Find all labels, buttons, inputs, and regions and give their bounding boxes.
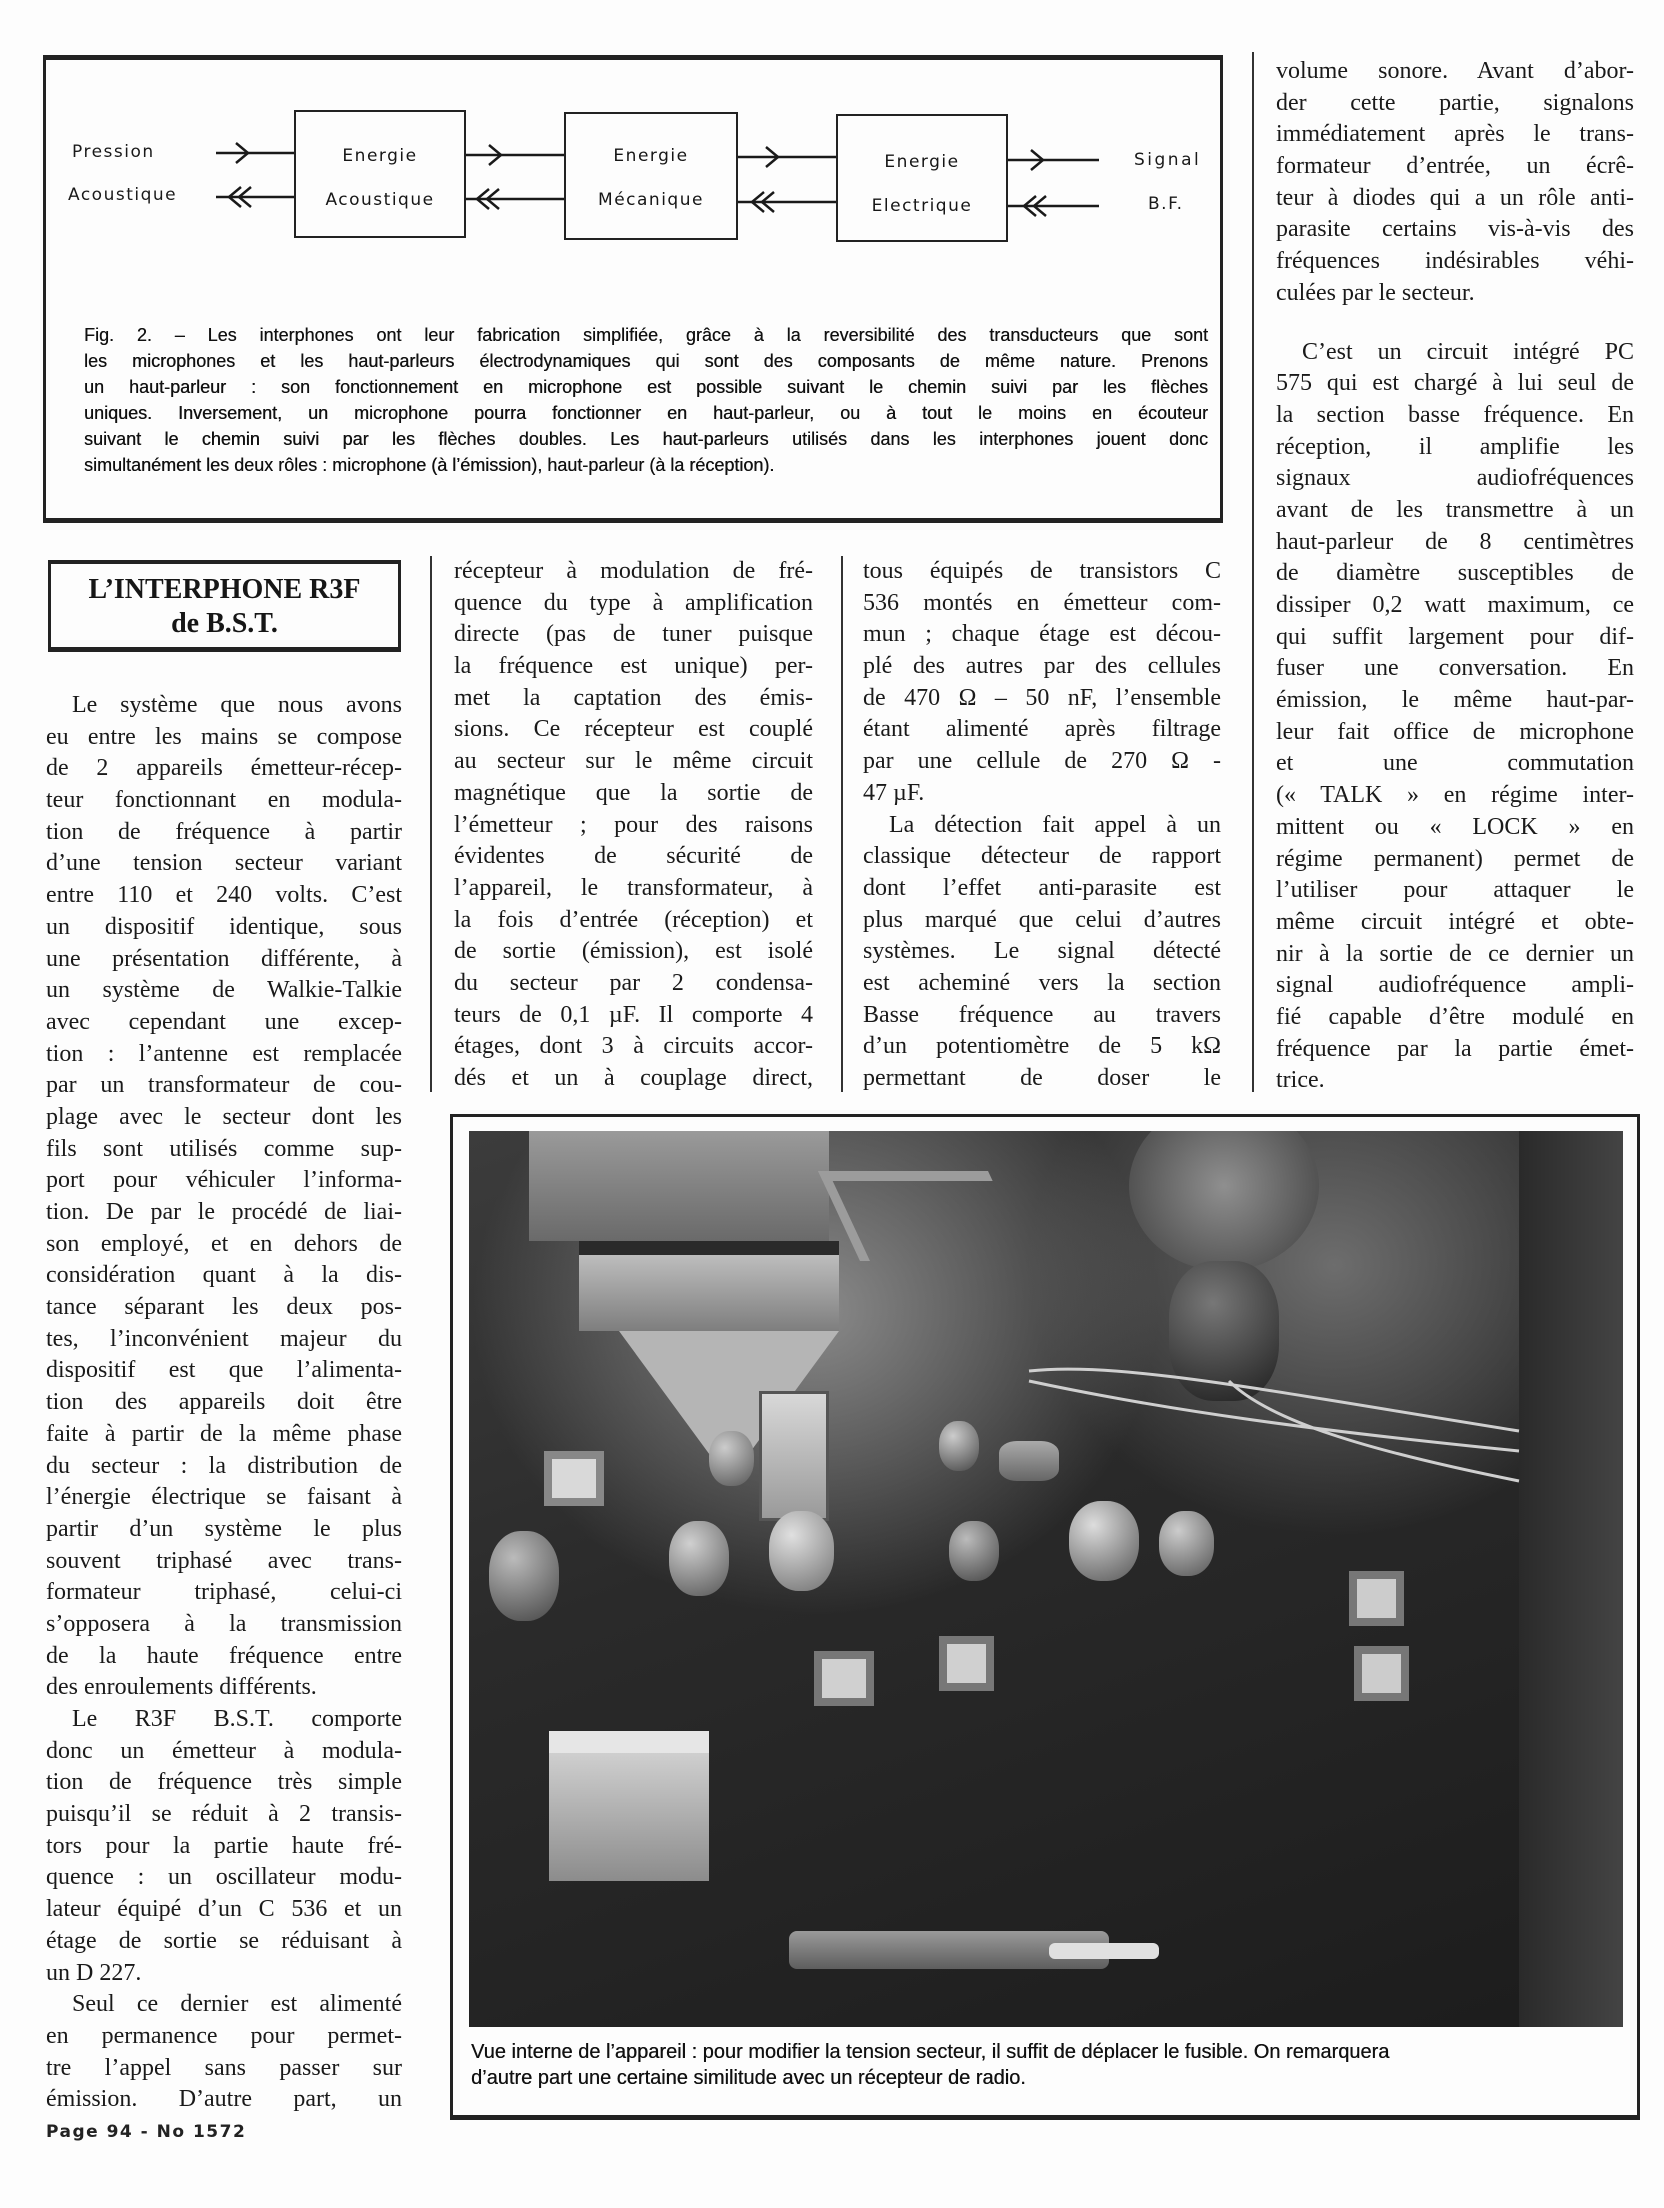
text-line: qui suffit largement pour dif- (1276, 623, 1634, 650)
text-line: la fréquence est unique) per- (454, 653, 813, 680)
text-line: un système de Walkie-Talkie (46, 977, 402, 1004)
text-line: étant alimenté après filtrage (863, 716, 1221, 743)
text-line: leur fait office de microphone (1276, 718, 1634, 745)
text-line: tance séparant les deux pos- (46, 1294, 402, 1321)
text-line: mittent ou « LOCK » en (1276, 813, 1634, 840)
text-line: tion de fréquence très simple (46, 1769, 402, 1796)
text-line: partir d’un système le plus (46, 1515, 402, 1542)
block-label-bottom: Mécanique (598, 190, 704, 210)
text-line: plé des autres par des cellules (863, 653, 1221, 680)
text-line: tion. De par le procédé de liai- (46, 1199, 402, 1225)
text-line: fils sont utilisés comme sup- (46, 1135, 402, 1162)
text-line: réception, il amplifie les (1276, 433, 1634, 460)
column-1 (46, 690, 402, 2116)
text-line: classique détecteur de rapport (863, 843, 1221, 870)
text-line: tes, l’inconvénient majeur du (46, 1325, 402, 1352)
text-line: teur fonctionnant en modula- (46, 787, 402, 814)
text-line: d’un potentiomètre de 5 kΩ (863, 1033, 1221, 1060)
text-line: par une cellule de 270 Ω - (863, 748, 1221, 775)
text-line: mun ; chaque étage est décou- (863, 621, 1221, 648)
text-line: la fois d’entrée (réception) et (454, 906, 813, 933)
text-line: Basse fréquence au travers (863, 1001, 1221, 1028)
text-line: trice. (1276, 1067, 1325, 1094)
text-line: 575 qui est chargé à lui seul de (1276, 370, 1634, 397)
text-line: directe (pas de tuner puisque (454, 621, 813, 648)
text-line: fréquence par la partie émet- (1276, 1035, 1634, 1062)
article-subtitle: de B.S.T. (171, 608, 278, 639)
text-line: Le R3F B.S.T. comporte (72, 1706, 402, 1732)
text-line: avant de les transmettre à un (1276, 496, 1634, 523)
text-line: d’une tension secteur variant (46, 850, 402, 877)
text-line: volume sonore. Avant d’abor- (1276, 58, 1634, 84)
text-line: immédiatement après le trans- (1276, 121, 1634, 148)
text-line: plage avec le secteur dont les (46, 1103, 402, 1130)
text-line: quence du type à amplification (454, 589, 813, 616)
text-line: de diamètre susceptibles de (1276, 560, 1634, 587)
text-line: l’énergie électrique se faisant à (46, 1484, 402, 1511)
text-line: Seul ce dernier est alimenté (72, 1991, 402, 2018)
text-line: entre 110 et 240 volts. C’est (46, 882, 402, 909)
text-line: s’opposera à la transmission (46, 1610, 402, 1637)
caption-line: uniques. Inversement, un microphone pourra fonctionner en haut-parleur, ou à tout le moins en écouteur (84, 403, 1208, 423)
text-line: dés et un à couplage direct, (454, 1065, 813, 1091)
text-line: par un transformateur de cou- (46, 1072, 402, 1099)
text-line: dispositif est que l’alimenta- (46, 1357, 402, 1384)
label-signal: Signal (1134, 150, 1202, 170)
text-line: un dispositif identique, sous (46, 913, 402, 940)
text-line: signaux audiofréquences (1276, 465, 1634, 492)
text-line: considération quant à la dis- (46, 1262, 402, 1289)
text-line: une présentation différente, à (46, 945, 402, 972)
text-line: un D 227. (46, 1959, 142, 1986)
text-line: étage de sortie se réduisant à (46, 1927, 402, 1954)
block-label-top: Energie (613, 146, 689, 166)
text-line: souvent triphasé avec trans- (46, 1547, 402, 1574)
text-line: l’émetteur ; pour des raisons (454, 811, 813, 838)
column-rule (430, 556, 432, 1092)
text-line: signal audiofréquence ampli- (1276, 972, 1634, 999)
label-bf: B.F. (1148, 194, 1184, 214)
block-label-top: Energie (884, 152, 960, 172)
column-rule (841, 556, 843, 1092)
text-line: haut-parleur de 8 centimètres (1276, 528, 1634, 555)
text-line: permettant de doser le (863, 1065, 1221, 1091)
text-line: de 470 Ω – 50 nF, l’ensemble (863, 684, 1221, 711)
page-footer: Page 94 - No 1572 (46, 2122, 247, 2142)
text-line: dissiper 0,2 watt maximum, ce (1276, 592, 1634, 618)
text-line: tre l’appel sans passer sur (46, 2054, 402, 2081)
text-line: La détection fait appel à un (889, 811, 1221, 838)
block-energie-acoustique (294, 110, 466, 238)
text-line: fié capable d’être modulé en (1276, 1003, 1634, 1030)
text-line: sions. Ce récepteur est couplé (454, 716, 813, 743)
device-interior-photo (469, 1131, 1623, 2027)
block-label-bottom: Electrique (871, 196, 973, 216)
text-line: C’est un circuit intégré PC (1302, 338, 1634, 365)
text-line: avec cependant une excep- (46, 1008, 402, 1035)
text-line: régime permanent) permet de (1276, 845, 1634, 872)
text-line: même circuit intégré et obte- (1276, 908, 1634, 935)
text-line: du secteur par 2 condensa- (454, 969, 813, 996)
text-line: culées par le secteur. (1276, 279, 1475, 306)
text-line: faite à partir de la même phase (46, 1420, 402, 1447)
text-line: fuser une conversation. En (1276, 655, 1634, 682)
figure-caption (84, 322, 1208, 478)
block-label-top: Energie (342, 146, 418, 166)
text-line: au secteur sur le même circuit (454, 748, 813, 775)
caption-line: simultanément les deux rôles : microphone (à l’émission), haut-parleur (à la réception). (84, 455, 775, 475)
text-line: teurs de 0,1 µF. Il comporte 4 (454, 1001, 813, 1028)
text-line: puisqu’il se réduit à 2 transis- (46, 1801, 402, 1828)
photo-caption (471, 2039, 1621, 2091)
text-line: du secteur : la distribution de (46, 1452, 402, 1479)
text-line: Le système que nous avons (72, 692, 402, 718)
text-line: 536 montés en émetteur com- (863, 589, 1221, 616)
text-line: parasite certains vis-à-vis des (1276, 216, 1634, 243)
text-line: est acheminé vers la section (863, 969, 1221, 996)
text-line: étages, dont 3 à circuits accor- (454, 1033, 813, 1060)
column-rule (1252, 52, 1254, 1092)
photo-figure (450, 1114, 1640, 2120)
text-line: magnétique que la sortie de (454, 779, 813, 806)
text-line: émission, le même haut-par- (1276, 687, 1634, 714)
block-label-bottom: Acoustique (325, 190, 435, 210)
text-line: dont l’effet anti-parasite est (863, 874, 1221, 901)
text-line: systèmes. Le signal détecté (863, 938, 1221, 965)
paragraph-gap (1276, 310, 1634, 337)
wires (469, 1131, 1623, 2027)
text-line: 47 µF. (863, 779, 925, 806)
column-2 (454, 556, 813, 1095)
text-line: tion des appareils doit être (46, 1389, 402, 1416)
text-line: l’utiliser pour attaquer le (1276, 877, 1634, 904)
text-line: donc un émetteur à modula- (46, 1737, 402, 1764)
text-line: émission. D’autre part, un (46, 2086, 402, 2113)
caption-line: un haut-parleur : son fonctionnement en microphone est possible suivant le chemin suivi par les flèches (84, 377, 1208, 397)
caption-line: d’autre part une certaine similitude avec un récepteur de radio. (471, 2067, 1026, 2089)
article-title-box (48, 560, 401, 652)
text-line: et une commutation (1276, 750, 1634, 777)
caption-line: Vue interne de l’appareil : pour modifier la tension secteur, il suffit de déplacer le fusible. On remarquera (471, 2041, 1390, 2063)
text-line: des enroulements différents. (46, 1674, 317, 1701)
text-line: son employé, et en dehors de (46, 1230, 402, 1257)
text-line: l’appareil, le transformateur, à (454, 874, 813, 901)
text-line: formateur triphasé, celui-ci (46, 1579, 402, 1606)
text-line: tion de fréquence à partir (46, 818, 402, 845)
text-line: met la captation des émis- (454, 684, 813, 711)
text-line: de la haute fréquence entre (46, 1642, 402, 1669)
caption-line: suivant le chemin suivi par les flèches doubles. Les haut-parleurs utilisés dans les interphones jouent donc (84, 429, 1208, 449)
text-line: eu entre les mains se compose (46, 723, 402, 750)
text-line: évidentes de sécurité de (454, 843, 813, 870)
text-line: récepteur à modulation de fré- (454, 558, 813, 584)
text-line: tion : l’antenne est remplacée (46, 1040, 402, 1067)
text-line: teur à diodes qui a un rôle anti- (1276, 184, 1634, 211)
text-line: fréquences indésirables véhi- (1276, 248, 1634, 275)
text-line: tors pour la partie haute fré- (46, 1832, 402, 1859)
text-line: port pour véhiculer l’informa- (46, 1167, 402, 1194)
text-line: (« TALK » en régime inter- (1276, 782, 1634, 809)
text-line: formateur d’entrée, un écrê- (1276, 153, 1634, 180)
text-line: der cette partie, signalons (1276, 89, 1634, 116)
block-energie-electrique (836, 114, 1008, 242)
column-4 (1276, 56, 1634, 1097)
text-line: de sortie (émission), est isolé (454, 938, 813, 965)
text-line: nir à la sortie de ce dernier un (1276, 940, 1634, 967)
caption-line: les microphones et les haut-parleurs électrodynamiques qui sont des composants de même nature. Prenons (84, 351, 1208, 371)
text-line: quence : un oscillateur modu- (46, 1864, 402, 1891)
column-3 (863, 556, 1221, 1095)
label-pression: Pression (72, 142, 155, 162)
text-line: en permanence pour permet- (46, 2022, 402, 2049)
text-line: tous équipés de transistors C (863, 558, 1221, 584)
text-line: lateur équipé d’un C 536 et un (46, 1896, 402, 1923)
text-line: plus marqué que celui d’autres (863, 906, 1221, 933)
article-title: L’INTERPHONE R3F (88, 574, 361, 605)
block-energie-mecanique (564, 112, 738, 240)
figure-2 (43, 55, 1223, 523)
text-line: la section basse fréquence. En (1276, 401, 1634, 428)
label-acoustique: Acoustique (68, 185, 178, 205)
text-line: de 2 appareils émetteur-récep- (46, 755, 402, 782)
caption-line: Fig. 2. – Les interphones ont leur fabrication simplifiée, grâce à la reversibilité des transducteurs que sont (84, 325, 1208, 345)
